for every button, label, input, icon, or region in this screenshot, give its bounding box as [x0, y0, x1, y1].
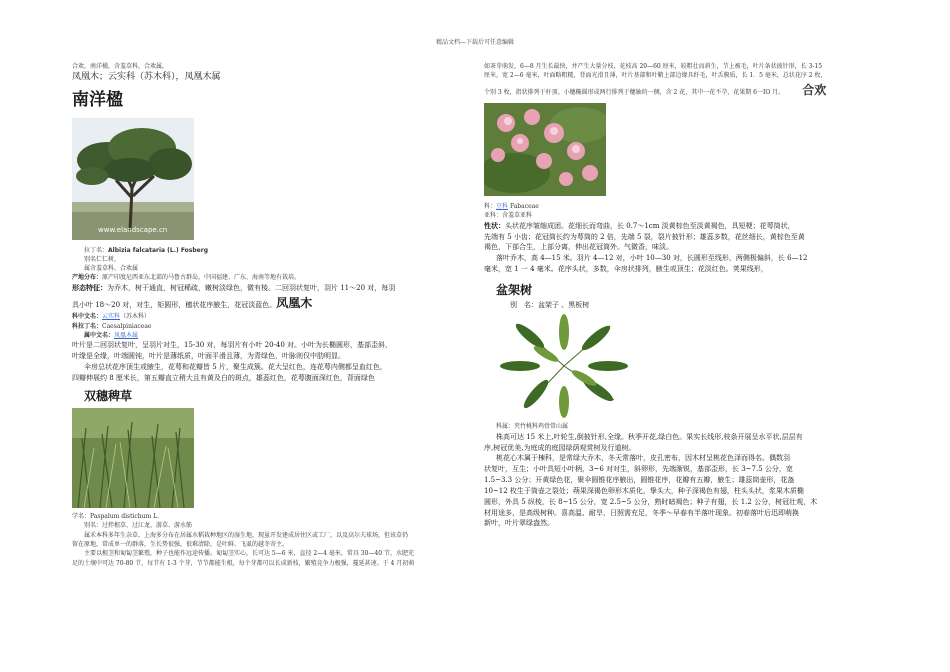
desc3-line-1: 属禾本科多年生杂草，上海多分布在居属水稻栽种地区的湿生地，现虽开发建成居住区或工厂，以及高尔夫球场，但该草仍 — [84, 531, 409, 539]
family-row: 科：豆科 Fabaceae — [484, 203, 539, 211]
morphology-line-2: 具小叶 18～20 对，对生，矩圆形，穗状花序腋生，花冠淡蓝色。凤凰木 — [72, 295, 313, 310]
trait-line-2: 先端有 5 小齿；花冠筒长约为萼筒的 2 倍，先端 5 裂，裂片披针形；雄蕊多数，花丝细长，黄棕色至黄 — [484, 232, 805, 241]
d5-line-2: 序,树冠优美,为庭成的庭园绿荫观赏树及行道树。 — [484, 443, 636, 452]
latin-name-row: 拉丁名：Albizia falcataria (L.) Fosberg — [84, 246, 208, 254]
title-nanyangying: 南洋楹 — [72, 90, 123, 111]
intro-line: 凤凰木；云实科（苏木科），凤凰木属 — [72, 72, 221, 83]
grass-photo-paspalum — [72, 408, 194, 508]
leaf-line-1: 叶片是二回羽状复叶，呈羽片对生，15-30 对，每羽片有小叶 20-40 对。小叶为长椭圆形，基部歪斜， — [72, 341, 393, 350]
page-header: 精品文档---下载后可任意编辑 — [435, 39, 515, 46]
family-la-row: 科拉丁名：Caesalpiniaceae — [72, 322, 152, 330]
alias5-row: 别 名：盆架子 、黑板树 — [510, 300, 590, 309]
desc3-line-4: 足的土壤中可达 70-80 节，每节有 1-3 个芽，节节都能生根，每个芽都可以长成新枝，繁殖竞争力极强，蔓延甚速。于 4 月初萌 — [72, 559, 415, 567]
cont-line-1: 如茶芽萌发，6—8 月生长最快，并产生大量分枝，花枝高 20—60 厘米，较粗壮而斜生，节上被毛，叶片条状披针形，长 3-15 — [484, 63, 823, 70]
cont-line-2: 厘米，宽 2—6 毫米，叶面略粗糙，背面光滑且薄，叶片基部和叶鞘上部边缘具纤毛，叶舌膜质，长 1．5 毫米，总状花序 2 枚， — [484, 72, 827, 80]
title-shuangsuibaicao: 双穗稗草 — [84, 389, 133, 404]
title-hehuan: 合欢 — [802, 82, 827, 97]
genus-cn-row: 属中文名：凤凰木属 — [84, 331, 139, 339]
title-fenghuangmu: 凤凰木 — [276, 295, 313, 310]
flower-line-2: 四瓣伸展约 8 厘米长，第五瓣直立稍大且有黄及白的斑点，雄蕊红色，花萼腹面深红色，背面绿色 — [72, 373, 375, 382]
desc3-line-3: 主要以根茎和匍匐茎繁殖，种子也能作远途传播。匍匐茎实心，长可达 5—6 米，直径 2—4 毫米，常具 30—40 节，水肥充 — [84, 550, 414, 558]
tree-photo-albizia — [72, 118, 194, 240]
photo-watermark: www.elandscape.cn — [98, 225, 168, 234]
trait-line-3: 褐色，下部合生，上部分离，伸出花冠筒外。气微香，味淡。 — [484, 243, 673, 252]
leaf-photo-alstonia — [500, 314, 628, 418]
sci-name-row: 学名：Paspalum distichum L. — [72, 513, 159, 521]
cont-line-3: 个别 3 枚，指状排列于秆顶。小穗椭圆形成两行排列于穗轴的一侧，含 2 花，其中一花不孕，花果期 6一IO 月。 合欢 — [484, 82, 827, 97]
d5-line-7: 圆形，外具 5 纵棱，长 8~15 公分，宽 2.5~5 公分，熟时暗褐色；种子有翅，长 1.2 公分，树冠壮观，木 — [484, 497, 818, 506]
leaf-line-2: 叶缘是全缘，叶端圆钝，叶片是薄纸质，叶面平滑且薄，为青绿色，叶脉则仅中肋明显。 — [72, 351, 345, 360]
trait-line-4: 落叶乔木，高 4—15 米。羽片 4—12 对，小叶 10—30 对，长圆形至线形，两侧极偏斜，长 6—12 — [496, 254, 808, 263]
d5-line-6: 10~12 枚生于筒壶之裂处；蒴果深褐色卵形木质化，挚头大，种子深褐色有翅，柱头头状，浆果木质椭 — [484, 486, 804, 495]
title-penjiashu: 盆架树 — [496, 283, 533, 297]
desc3-line-2: 留在原地，常成单一的群落，生长势很强，很难清除，是叶鲜、飞虱的越冬寄主。 — [72, 540, 289, 548]
d5-line-8: 材用途多，是高级树种。喜高温、耐旱，日照需充足，冬季～早春有半落叶现象。初春落叶后迅即萌换 — [484, 508, 799, 517]
d5-line-3: 桃花心木属于棟科，是常绿大乔木，冬天常落叶，皮孔密布，因木材呈桃花色泽而得名。偶数羽 — [496, 454, 790, 463]
d5-line-1: 株高可达 15 米上,叶轮生,倒披针形,全缘。秋季开花,绿白色。果实长线形,枝条开展呈水平状,层层有 — [496, 432, 803, 441]
subfamily-row: 亚科：含羞草亚科 — [484, 212, 533, 220]
alias-row: 别名仁仁树， — [84, 255, 121, 263]
flower-photo-albizia-julibrissin — [484, 103, 606, 196]
trait-line-1: 性状：头状花序皱缩成团。花细长而弯曲，长 0.7～1cm 淡黄棕色至淡黄褐色，具短梗；花萼筒状， — [484, 221, 795, 230]
d5-line-9: 新叶，叶片翠绿盎然。 — [484, 519, 554, 528]
genus-row: 属含羞草科、合欢属 — [84, 265, 139, 273]
morphology-line-1: 形态特征：为乔木，树干通直，树冠稀疏，嫩树淡绿色，微有棱。二回羽状复叶，羽片 11～20 对，每羽 — [72, 283, 396, 292]
genus-cn-link[interactable]: 凤凰木属 — [114, 331, 139, 339]
d5-line-5: 1.5~3.3 公分；开黄绿色花，聚伞圆锥花序腋出，圆锥花序，花瓣有五瓣，腋生；雄蕊筒壶形，花盔 — [484, 476, 795, 485]
alias3-row: 别名：过拌根草、过江龙、游草、游水筋 — [84, 522, 193, 530]
trait-line-5: 毫米，宽 1 一 4 毫米。花序头状，多数，伞房状排列，腋生或顶生；花淡红色。荚果线形， — [484, 265, 768, 274]
family-cn-row: 科中文名：云实科（苏木科） — [72, 313, 151, 321]
d5-line-4: 状复叶，互生；小叶具短小叶柄，3~6 对对生，斜卵形，先端渐锐，基部歪形，长 3~7.5 公分，宽 — [484, 465, 793, 474]
right-column — [484, 62, 880, 529]
flower-line-1: 伞房总状花序顶生或腋生，花萼和花瓣皆 5 片，聚生成簇。花大呈红色，连花萼内侧都呈血红色， — [84, 362, 387, 371]
intro-small: 合欢，南洋楹，含羞草科，合欢属， — [72, 63, 169, 70]
family-link[interactable]: 豆科 — [496, 203, 509, 211]
family5-row: 科属：夹竹桃科鸡骨常山属 — [496, 423, 569, 431]
distribution-row: 产地分布：原产印度尼西亚东北部的马鲁古群岛，中国福建、广东、海南等地有栽培。 — [72, 274, 301, 282]
family-cn-link[interactable]: 云实科 — [102, 313, 121, 321]
left-column — [72, 62, 464, 568]
